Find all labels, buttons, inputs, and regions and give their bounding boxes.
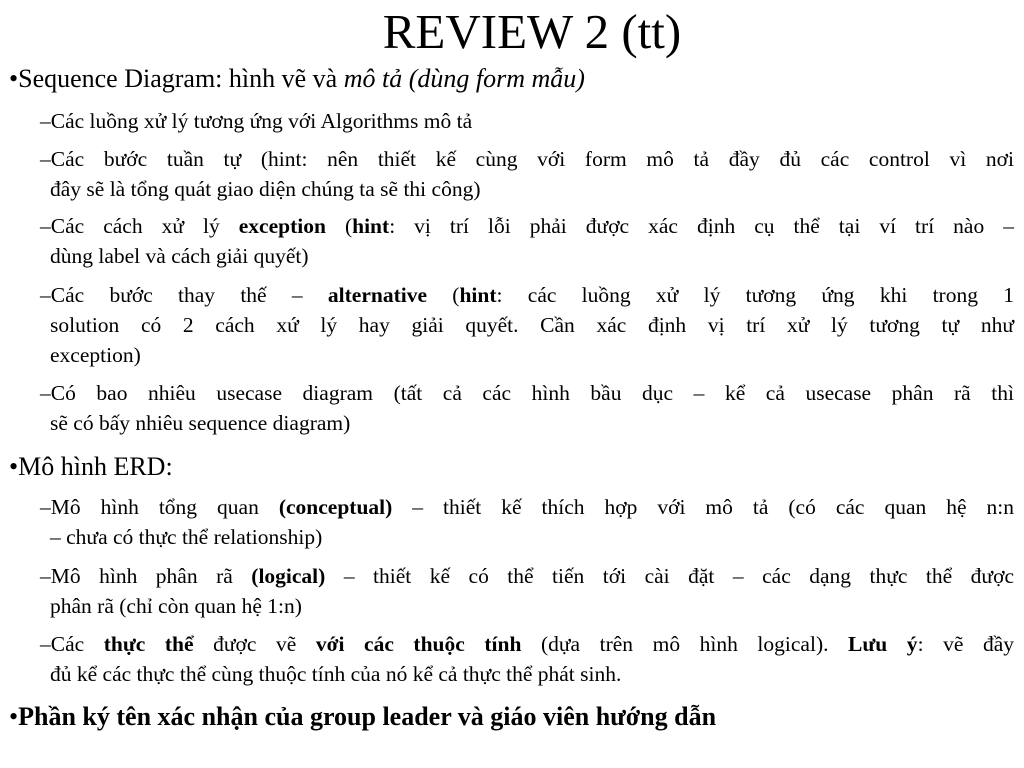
sequence-item-exception-line1 [40, 211, 1014, 241]
sequence-diagram-heading [9, 64, 1009, 94]
sequence-item-usecase-line2: sẽ có bấy nhiêu sequence diagram) [50, 411, 351, 435]
sequence-heading-italic: mô tả (dùng form mẫu) [343, 64, 585, 93]
signature-note [9, 702, 1009, 732]
erd-item-conceptual-line1 [40, 492, 1014, 522]
erd-item-conceptual [40, 492, 1014, 552]
erd-item-entities-line2: đủ kể các thực thể cùng thuộc tính của nó kể cả thực thể phát sinh. [50, 662, 622, 686]
erd-item-logical-line1 [40, 561, 1014, 591]
alternative-text-c: ( [427, 283, 460, 307]
slide-title: REVIEW 2 (tt) [382, 4, 682, 59]
conceptual-text-c: – thiết kế thích hợp với mô tả (có các quan hệ n:n [392, 495, 1014, 519]
entities-note-bold: Lưu ý [848, 632, 918, 656]
exception-text-a: –Các cách xử lý [40, 214, 239, 238]
entities-text-a: –Các [40, 632, 104, 656]
erd-item-logical [40, 561, 1014, 621]
entities-text-c: được vẽ [193, 632, 316, 656]
sequence-item-usecase-line1: –Có bao nhiêu usecase diagram (tất cả các hình bầu dục – kể cả usecase phân rã thì [40, 381, 1014, 405]
exception-text-e: : vị trí lỗi phải được xác định cụ thể tại ví trí nào – [389, 214, 1014, 238]
entities-bold: thực thể [103, 632, 194, 656]
alternative-text-e: : các luồng xử lý tương ứng khi trong 1 [496, 283, 1014, 307]
sequence-item-algorithms-line1: –Các luồng xử lý tương ứng với Algorithms mô tả [40, 109, 473, 133]
sequence-item-steps [40, 144, 1014, 204]
sequence-item-algorithms [40, 106, 1014, 136]
sequence-item-usecase-count [40, 378, 1014, 438]
exception-hint-bold: hint [352, 214, 390, 238]
sequence-item-exception-line2: dùng label và cách giải quyết) [50, 244, 309, 268]
sequence-item-alternative-line1 [40, 280, 1014, 310]
alternative-text-a: –Các bước thay thế – [40, 283, 328, 307]
sequence-heading-text: •Sequence Diagram: hình vẽ và [9, 64, 344, 93]
logical-text-a: –Mô hình phân rã [40, 564, 252, 588]
sequence-item-alternative [40, 280, 1014, 370]
erd-item-logical-line2: phân rã (chỉ còn quan hệ 1:n) [50, 594, 302, 618]
signature-text: Phần ký tên xác nhận của group leader và giáo viên hướng dẫn [18, 702, 717, 731]
alternative-bold: alternative [327, 283, 428, 307]
sequence-item-alternative-line2: solution có 2 cách xứ lý hay giải quyết. Cần xác định vị trí xử lý tương tự như [50, 313, 1014, 337]
erd-item-entities [40, 629, 1014, 689]
conceptual-text-a: –Mô hình tổng quan [40, 495, 279, 519]
logical-text-c: – thiết kế có thể tiến tới cài đặt – các dạng thực thể được [325, 564, 1014, 588]
conceptual-bold: (conceptual) [278, 495, 393, 519]
erd-item-conceptual-line2: – chưa có thực thể relationship) [50, 525, 323, 549]
entities-attributes-bold: với các thuộc tính [315, 632, 522, 656]
signature-bullet: • [9, 702, 19, 731]
sequence-item-alternative-line3: exception) [50, 343, 141, 367]
sequence-item-exception [40, 211, 1014, 271]
exception-bold: exception [238, 214, 326, 238]
alternative-hint-bold: hint [459, 283, 497, 307]
sequence-item-steps-line2: đây sẽ là tổng quát giao diện chúng ta sẽ thi công) [50, 177, 481, 201]
entities-text-e: (dựa trên mô hình logical). [521, 632, 849, 656]
sequence-item-steps-line1: –Các bước tuần tự (hint: nên thiết kế cùng với form mô tả đầy đủ các control vì nơi [40, 147, 1014, 171]
exception-text-c: ( [325, 214, 353, 238]
erd-heading: •Mô hình ERD: [9, 452, 173, 481]
entities-text-g: : vẽ đầy [917, 632, 1014, 656]
erd-item-entities-line1 [40, 629, 1014, 659]
logical-bold: (logical) [251, 564, 326, 588]
